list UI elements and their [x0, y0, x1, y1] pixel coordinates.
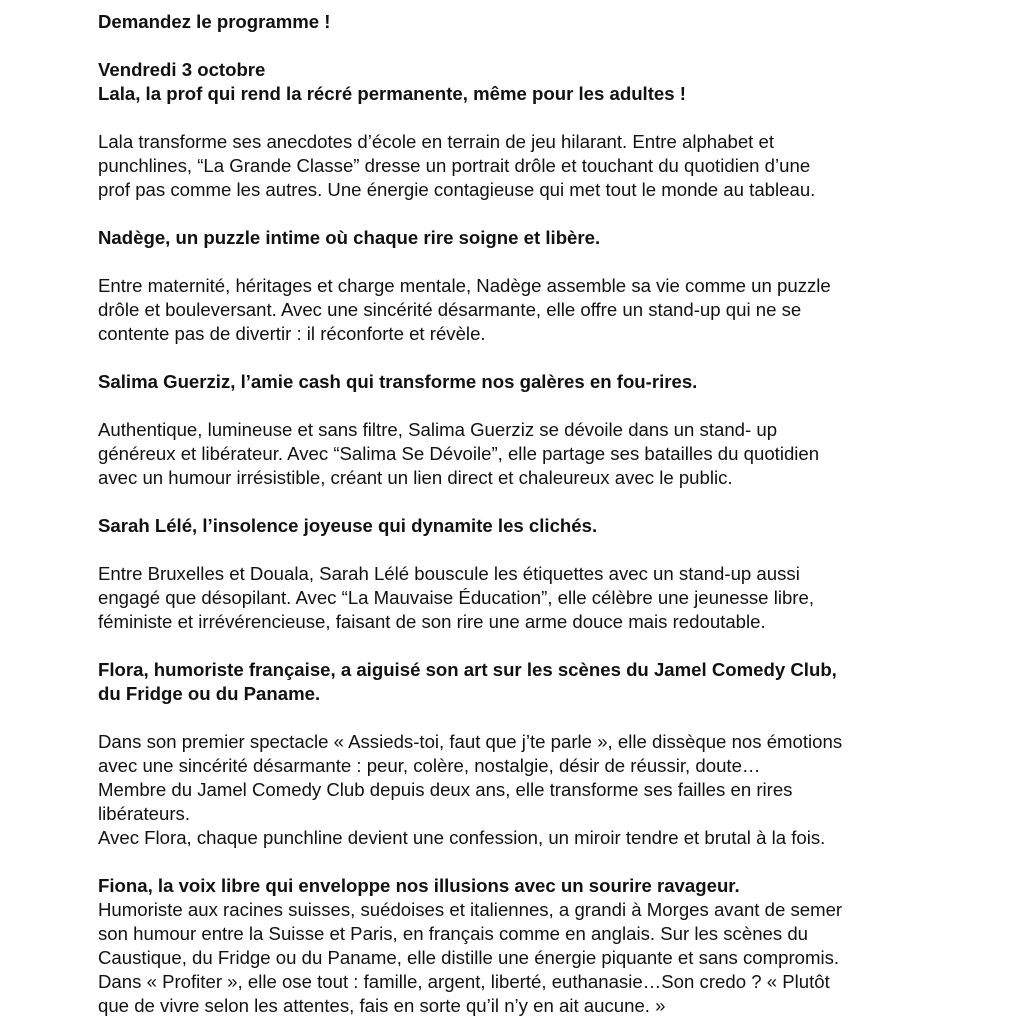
body-line: Dans « Profiter », elle ose tout : famille, argent, liberté, euthanasie…Son credo ? « Plutôt [98, 971, 830, 992]
section-body [98, 730, 998, 850]
body-line: Avec Flora, chaque punchline devient une confession, un miroir tendre et brutal à la fois. [98, 827, 826, 848]
section-title: Sarah Lélé, l’insolence joyeuse qui dynamite les clichés. [98, 515, 598, 536]
body-line: prof pas comme les autres. Une énergie contagieuse qui met tout le monde au tableau. [98, 179, 816, 200]
body-line: féministe et irrévérencieuse, faisant de son rire une arme douce mais redoutable. [98, 611, 766, 632]
body-line: Authentique, lumineuse et sans filtre, Salima Guerziz se dévoile dans un stand- up [98, 419, 778, 440]
body-line: Entre maternité, héritages et charge mentale, Nadège assemble sa vie comme un puzzle [98, 275, 831, 296]
section-fiona [98, 874, 998, 1018]
body-line: contente pas de divertir : il réconforte et révèle. [98, 323, 486, 344]
body-line: punchlines, “La Grande Classe” dresse un portrait drôle et touchant du quotidien d’une [98, 155, 811, 176]
event-date: Vendredi 3 octobre [98, 59, 266, 80]
body-line: avec une sincérité désarmante : peur, colère, nostalgie, désir de réussir, doute… [98, 755, 761, 776]
section-title: Lala, la prof qui rend la récré permanente, même pour les adultes ! [98, 83, 686, 104]
body-line: Dans son premier spectacle « Assieds-toi, faut que j’te parle », elle dissèque nos émotions [98, 731, 843, 752]
body-line: drôle et bouleversant. Avec une sincérité désarmante, elle offre un stand-up qui ne se [98, 299, 802, 320]
document-page [98, 10, 998, 1018]
section-lala [98, 82, 998, 202]
body-line: Lala transforme ses anecdotes d’école en terrain de jeu hilarant. Entre alphabet et [98, 131, 774, 152]
body-line: généreux et libérateur. Avec “Salima Se Dévoile”, elle partage ses batailles du quotidien [98, 443, 820, 464]
section-salima [98, 370, 998, 490]
section-body [98, 130, 998, 202]
section-title: Fiona, la voix libre qui enveloppe nos illusions avec un sourire ravageur. [98, 875, 740, 896]
section-body [98, 898, 998, 1018]
body-line: engagé que désopilant. Avec “La Mauvaise Éducation”, elle célèbre une jeunesse libre, [98, 587, 814, 608]
section-title: Flora, humoriste française, a aiguisé son art sur les scènes du Jamel Comedy Club, [98, 659, 837, 680]
section-body [98, 274, 998, 346]
document-heading: Demandez le programme ! [98, 11, 331, 32]
section-body [98, 562, 998, 634]
section-title: Nadège, un puzzle intime où chaque rire soigne et libère. [98, 227, 601, 248]
body-line: Entre Bruxelles et Douala, Sarah Lélé bouscule les étiquettes avec un stand-up aussi [98, 563, 800, 584]
section-title: du Fridge ou du Paname. [98, 683, 321, 704]
section-nadege [98, 226, 998, 346]
section-title: Salima Guerziz, l’amie cash qui transforme nos galères en fou-rires. [98, 371, 698, 392]
section-flora [98, 658, 998, 850]
body-line: son humour entre la Suisse et Paris, en français comme en anglais. Sur les scènes du [98, 923, 809, 944]
body-line: que de vivre selon les attentes, fais en sorte qu’il n’y en ait aucune. » [98, 995, 666, 1016]
body-line: Caustique, du Fridge ou du Paname, elle distille une énergie piquante et sans compromis. [98, 947, 840, 968]
body-line: avec un humour irrésistible, créant un lien direct et chaleureux avec le public. [98, 467, 733, 488]
body-line: Humoriste aux racines suisses, suédoises et italiennes, a grandi à Morges avant de semer [98, 899, 843, 920]
section-sarah [98, 514, 998, 634]
body-line: Membre du Jamel Comedy Club depuis deux ans, elle transforme ses failles en rires [98, 779, 793, 800]
section-body [98, 418, 998, 490]
body-line: libérateurs. [98, 803, 190, 824]
